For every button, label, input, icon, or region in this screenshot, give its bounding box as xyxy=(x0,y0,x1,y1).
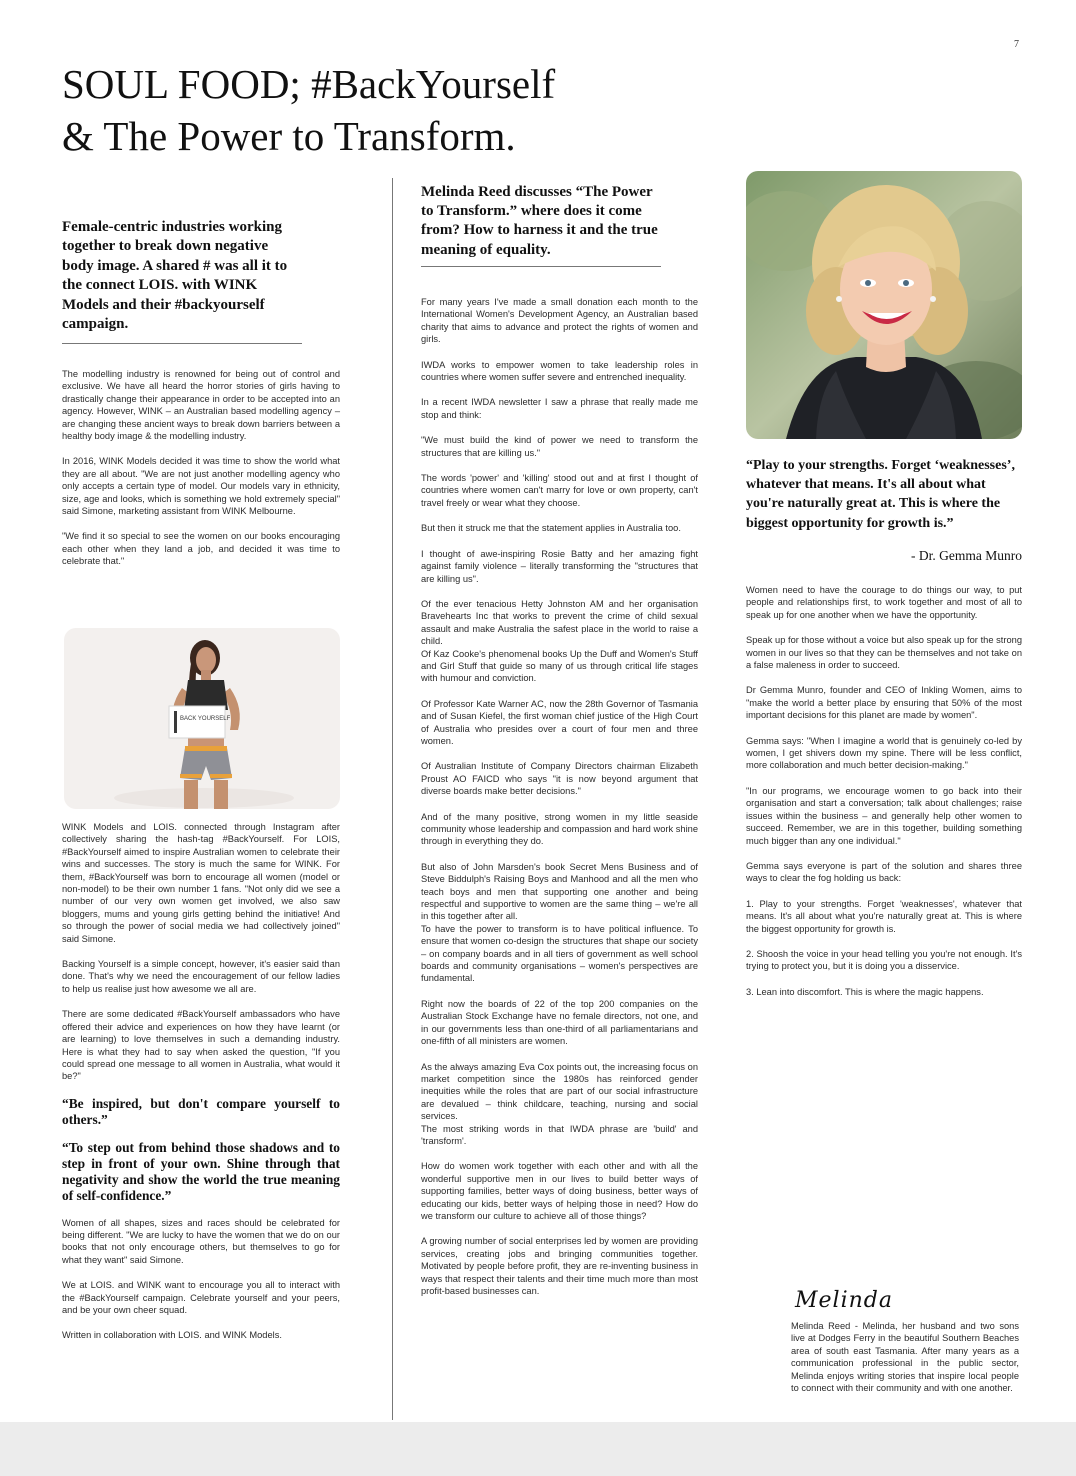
title-line-1: SOUL FOOD; #BackYourself xyxy=(62,61,556,107)
body-paragraph: Of Kaz Cooke's phenomenal books Up the Duff and Women's Stuff and Girl Stuff that guide so many of us through critical life stages with humour and conviction. xyxy=(421,648,698,684)
body-paragraph: "We must build the kind of power we need to transform the structures that are killing us." xyxy=(421,435,698,458)
body-paragraph: Women of all shapes, sizes and races should be celebrated for being different. "We are lucky to have the women that we do on our books that not only encourage others, but themselves to go for what they want" said Simone. xyxy=(62,1217,340,1265)
column-divider xyxy=(392,178,393,1420)
body-paragraph: Speak up for those without a voice but also speak up for the strong women in our lives so that they can be themselves and not take on a false maleness in order to succeed. xyxy=(746,635,1022,671)
body-paragraph: And of the many positive, strong women in my little seaside community whose leadership and compassion and hard work shine through in everything they do. xyxy=(421,811,698,847)
sign-text: BACK YOURSELF xyxy=(180,716,231,722)
body-paragraph: Gemma says everyone is part of the solution and shares three ways to clear the fog holding us back: xyxy=(746,860,1022,884)
body-paragraph: Written in collaboration with LOIS. and WINK Models. xyxy=(62,1330,282,1341)
divider xyxy=(62,343,302,344)
title-line-2: & The Power to Transform. xyxy=(62,113,516,159)
body-paragraph: But also of John Marsden's book Secret Mens Business and of Steve Biddulph's Raising Boys and Manhood and all the men who teach boys and men that supporting one another and being respectful and supportive to women are the same thing – we're all in this together after all. xyxy=(421,861,698,922)
body-paragraph: Of Professor Kate Warner AC, now the 28th Governor of Tasmania and of Susan Kiefel, the first woman chief justice of the High Court of Australia who presides over a court of four men and three women. xyxy=(421,698,698,746)
article-title xyxy=(62,58,555,162)
center-intro: Melinda Reed discusses “The Power to Transform.” where does it come from? How to harness it and the true meaning of equality. xyxy=(421,184,658,258)
right-column xyxy=(746,584,1022,998)
body-paragraph: "In our programs, we encourage women to go back into their organisation and start a conversation; talk about challenges; raise issues within the business – and generally help other women to succeed. Remember, we are in this together, building something much bigger than any one individual." xyxy=(746,785,1022,846)
model-photo xyxy=(64,628,340,809)
signature-text: Melinda xyxy=(795,1288,893,1313)
body-paragraph: A growing number of social enterprises led by women are providing services, creating jobs and bringing communities together. Motivated by people before profit, they are re-inventing business in ways that respect their talents and their time much more than most profit-based businesses can. xyxy=(421,1236,698,1296)
body-paragraph: Women need to have the courage to do things our way, to put people and relationships first, to work together and most of all to speak up for one another when we have the opportunity. xyxy=(746,585,1022,620)
left-column-top xyxy=(62,368,340,568)
body-paragraph: In 2016, WINK Models decided it was time to show the world what they are all about. "We are not just another modelling agency who only accepts a certain type of model. Our models vary in ethnicity, size, age and looks, which is something we hold extremely special" said Simone, marketing assistant from WINK Melbourne. xyxy=(62,456,340,517)
body-paragraph: Dr Gemma Munro, founder and CEO of Inkling Women, aims to "make the world a better place by ensuring that 50% of the most important decisions for this planet are made by women". xyxy=(746,685,1022,721)
body-paragraph: 2. Shoosh the voice in your head telling you you're not enough. It's trying to protect you, but it is doing you a disservice. xyxy=(746,948,1022,972)
body-paragraph: "We find it so special to see the women on our books encouraging each other when they land a job, and decided it was time to celebrate that." xyxy=(62,531,340,567)
lead-paragraph: Female-centric industries working together to break down negative body image. A shared # was all it to the connect LOIS. with WINK Models and their #backyourself campaign. xyxy=(62,219,288,333)
body-paragraph: But then it struck me that the statement applies in Australia too. xyxy=(421,523,681,534)
body-paragraph: To have the power to transform is to have political influence. To ensure that women co-design the structures that shape our society – on company boards and in all tiers of government as well school boards and community organisations – women's perspectives are fundamental. xyxy=(421,923,698,984)
portrait-photo-image xyxy=(746,171,1022,439)
pull-quote: “To step out from behind those shadows and to step in front of your own. Shine through that negativity and show the world the true meaning of self-confidence.” xyxy=(62,1140,340,1203)
body-paragraph: In a recent IWDA newsletter I saw a phrase that really made me stop and think: xyxy=(421,397,698,420)
divider xyxy=(421,266,661,267)
body-paragraph: How do women work together with each other and with all the wonderful supportive men in our lives to build better ways of supporting families, better ways of doing business, better ways of educating our kids, better ways of helping those in need? How do we transform our culture to achieve all of those things? xyxy=(421,1161,698,1221)
pull-quote: “Be inspired, but don't compare yourself to others.” xyxy=(62,1095,340,1127)
body-paragraph: The modelling industry is renowned for being out of control and exclusive. We have all heard the horror stories of girls having to drastically change their appearance in order to be accepted into an agency. However, WINK – an Australian based modelling agency – are changing these ancient ways to break down barriers between a healthy body image & the modelling industry. xyxy=(62,369,340,442)
body-paragraph: For many years I've made a small donation each month to the International Women's Development Agency, an Australian based charity that aims to advance and protect the rights of women and girls. xyxy=(421,297,698,345)
body-paragraph: There are some dedicated #BackYourself ambassadors who have offered their advice and experiences on how they have learnt (or are learning) to love themselves in such a demanding industry. Here is what they had to say when asked the question, "If you could spread one message to all women in Australia, what would it be?" xyxy=(62,1009,340,1082)
body-paragraph: We at LOIS. and WINK want to encourage you all to interact with the #BackYourself campaign. Celebrate yourself and your peers, and be your own cheer squad. xyxy=(62,1280,340,1315)
model-photo-image xyxy=(64,628,340,809)
body-paragraph: Of the ever tenacious Hetty Johnston AM and her organisation Bravehearts Inc that works to prevent the crime of child sexual assault and make Australia the safest place in the world to raise a child. xyxy=(421,598,698,647)
body-paragraph: I thought of awe-inspiring Rosie Batty and her amazing fight against family violence – literally transforming the "structures that are killing us". xyxy=(421,548,698,584)
author-signature xyxy=(793,1283,933,1317)
body-paragraph: As the always amazing Eva Cox points out, the increasing focus on market competition since the 1980s has reinforced gender inequities while the roles that are part of our social infrastructure are devalued – think childcare, teaching, nursing and social services. xyxy=(421,1061,698,1122)
portrait-photo xyxy=(746,171,1022,439)
body-paragraph: Backing Yourself is a simple concept, however, it's easier said than done. That's why we need the encouragement of our fellow ladies to help us realise just how awesome we all are. xyxy=(62,959,340,994)
left-column-bottom xyxy=(62,821,340,1342)
body-paragraph: The words 'power' and 'killing' stood out and at first I thought of countries where women can't marry for love or own property, can't travel freely or wear what they choose. xyxy=(421,473,698,508)
body-paragraph: WINK Models and LOIS. connected through Instagram after collectively sharing the hash-tag #BackYourself. For LOIS, #BackYourself aimed to inspire Australian women to celebrate their wins and successes. The story is much the same for WINK. For them, #BackYourself was born to encourage all women (model or non-model) to be their own number 1 fans. "Not only did we see a number of our very own women get involved, we also saw bloggers, mums and young girls getting behind the initiative! And so through the power of social media we had collectively joined" said Simone. xyxy=(62,822,340,944)
page-number: 7 xyxy=(1014,39,1019,50)
body-paragraph: The most striking words in that IWDA phrase are 'build' and 'transform'. xyxy=(421,1123,698,1146)
quote-attribution: - Dr. Gemma Munro xyxy=(911,548,1022,563)
page-background-strip xyxy=(0,1422,1076,1476)
author-bio: Melinda Reed - Melinda, her husband and two sons live at Dodges Ferry in the beautiful Southern Beaches area of south east Tasmania. After many years as a communication professional in the public sector, Melinda enjoys writing stories that inspire local people to connect with their community and with one another. xyxy=(791,1321,1019,1394)
body-paragraph: 1. Play to your strengths. Forget 'weaknesses', whatever that means. It's all about what you're naturally great at. This is where the biggest opportunity for growth is. xyxy=(746,898,1022,934)
body-paragraph: IWDA works to empower women to take leadership roles in countries where women suffer severe and entrenched inequality. xyxy=(421,359,698,383)
right-pull-quote: “Play to your strengths. Forget ‘weaknesses’, whatever that means. It's all about what you're naturally great at. This is where the biggest opportunity for growth is.” xyxy=(746,458,1015,531)
body-paragraph: Right now the boards of 22 of the top 200 companies on the Australian Stock Exchange have no female directors, not one, and in our governments less than one-third of all parliamentarians and one-fifth of all ministers are women. xyxy=(421,998,698,1047)
center-column xyxy=(421,296,698,1297)
body-paragraph: Gemma says: "When I imagine a world that is genuinely co-led by women, I get shivers down my spine. There will be less conflict, more collaboration and much better decision-making." xyxy=(746,735,1022,771)
body-paragraph: 3. Lean into discomfort. This is where the magic happens. xyxy=(746,986,984,997)
body-paragraph: Of Australian Institute of Company Directors chairman Elizabeth Proust AO FAICD who says "it is now beyond argument that diverse boards make better decisions." xyxy=(421,761,698,797)
